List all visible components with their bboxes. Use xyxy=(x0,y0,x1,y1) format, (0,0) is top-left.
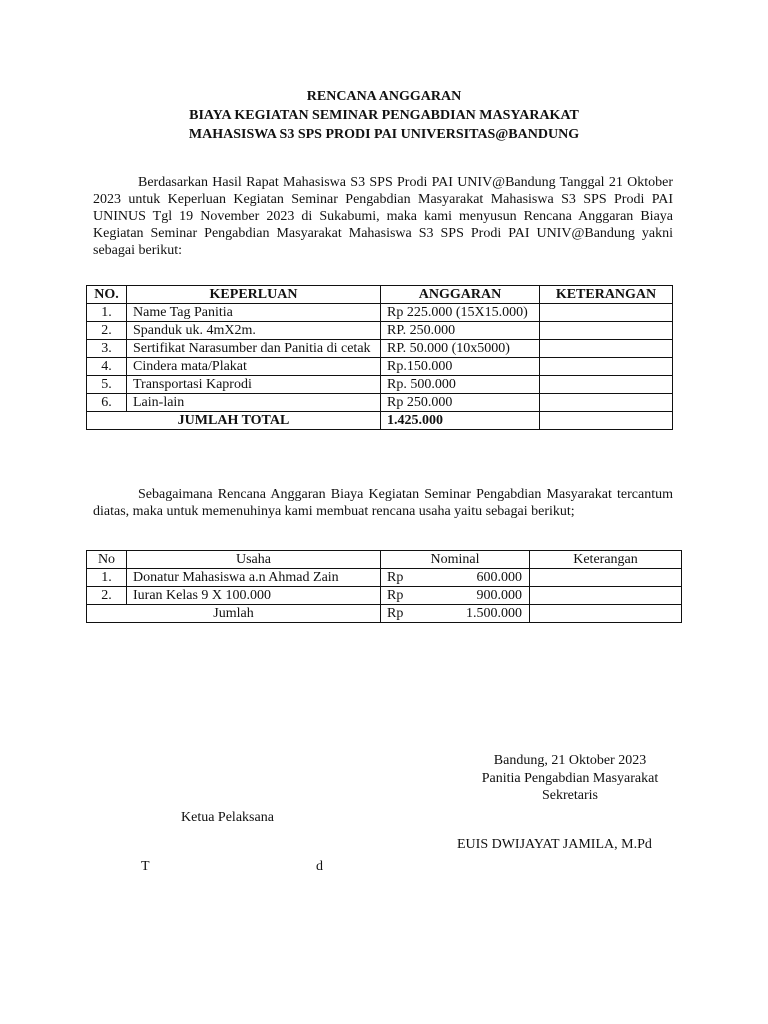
budget-row-amount: Rp 250.000 xyxy=(381,394,540,412)
funding-row-amount: 900.000 xyxy=(476,588,522,603)
funding-header-row xyxy=(87,551,682,569)
budget-body xyxy=(87,304,673,412)
table-row xyxy=(87,358,673,376)
budget-row-item: Sertifikat Narasumber dan Panitia di cetak xyxy=(127,340,381,358)
signature-fragment-left: T xyxy=(141,859,150,874)
table-row xyxy=(87,340,673,358)
budget-row-note xyxy=(540,376,673,394)
table-row xyxy=(87,376,673,394)
funding-body xyxy=(87,569,682,605)
budget-row-amount: RP. 50.000 (10x5000) xyxy=(381,340,540,358)
budget-row-amount: RP. 250.000 xyxy=(381,322,540,340)
budget-total-row xyxy=(87,412,673,430)
funding-row-item: Iuran Kelas 9 X 100.000 xyxy=(127,587,381,605)
budget-row-item: Transportasi Kaprodi xyxy=(127,376,381,394)
signature-place-date: Bandung, 21 Oktober 2023 xyxy=(493,753,647,768)
signature-committee: Panitia Pengabdian Masyarakat xyxy=(481,771,659,786)
table-row xyxy=(87,569,682,587)
budget-row-amount: Rp.150.000 xyxy=(381,358,540,376)
budget-header-item: KEPERLUAN xyxy=(127,286,381,304)
budget-row-note xyxy=(540,340,673,358)
budget-row-no: 3. xyxy=(87,340,127,358)
budget-row-note xyxy=(540,322,673,340)
funding-header-amount: Nominal xyxy=(381,551,530,569)
funding-row-currency: Rp xyxy=(387,570,404,585)
second-paragraph xyxy=(93,486,673,520)
budget-header-no: NO. xyxy=(87,286,127,304)
second-paragraph-text: Sebagaimana Rencana Anggaran Biaya Kegiatan Seminar Pengabdian Masyarakat tercantum diatas, maka untuk memenuhinya kami membuat rencana usaha yaitu sebagai berikut; xyxy=(93,487,673,519)
funding-row-currency: Rp xyxy=(387,588,404,603)
funding-header-no: No xyxy=(87,551,127,569)
budget-row-item: Spanduk uk. 4mX2m. xyxy=(127,322,381,340)
budget-total-note xyxy=(540,412,673,430)
funding-row-note xyxy=(530,569,682,587)
funding-total-amount: 1.500.000 xyxy=(466,606,522,621)
budget-row-item: Cindera mata/Plakat xyxy=(127,358,381,376)
funding-row-no: 2. xyxy=(87,587,127,605)
funding-total-row xyxy=(87,605,682,623)
funding-header-note: Keterangan xyxy=(530,551,682,569)
budget-row-item: Name Tag Panitia xyxy=(127,304,381,322)
budget-header-amount: ANGGARAN xyxy=(381,286,540,304)
funding-total-currency: Rp xyxy=(387,606,404,621)
budget-row-note xyxy=(540,304,673,322)
budget-row-amount: Rp. 500.000 xyxy=(381,376,540,394)
budget-row-no: 6. xyxy=(87,394,127,412)
funding-row-note xyxy=(530,587,682,605)
budget-total-label: JUMLAH TOTAL xyxy=(87,412,381,430)
signature-name-right: EUIS DWIJAYAT JAMILA, M.Pd xyxy=(457,837,652,852)
table-row xyxy=(87,394,673,412)
budget-row-no: 1. xyxy=(87,304,127,322)
table-row xyxy=(87,304,673,322)
budget-table xyxy=(86,285,673,430)
funding-total-note xyxy=(530,605,682,623)
intro-text: Berdasarkan Hasil Rapat Mahasiswa S3 SPS Prodi PAI UNIV@Bandung Tanggal 21 Oktober 2023 untuk Keperluan Kegiatan Seminar Pengabdian Masyarakat Mahasiswa S3 SPS Prodi PAI UNINUS Tgl 19 November 2023 di Sukabumi, maka kami menyusun Rencana Anggaran Biaya Kegiatan Seminar Pengabdian Masyarakat Mahasiswa S3 SPS Prodi PAI UNIV@Bandung yakni sebagai berikut: xyxy=(93,175,673,258)
doc-title-line1: RENCANA ANGGARAN xyxy=(306,89,462,104)
budget-header-row xyxy=(87,286,673,304)
funding-total-nominal xyxy=(381,605,530,623)
budget-row-no: 2. xyxy=(87,322,127,340)
funding-table xyxy=(86,550,682,623)
signature-fragment-mid: d xyxy=(316,859,323,874)
budget-row-item: Lain-lain xyxy=(127,394,381,412)
signature-role-right: Sekretaris xyxy=(542,788,598,803)
doc-title-line3: MAHASISWA S3 SPS PRODI PAI UNIVERSITAS@BANDUNG xyxy=(188,127,580,142)
budget-row-note xyxy=(540,394,673,412)
table-row xyxy=(87,587,682,605)
funding-header-item: Usaha xyxy=(127,551,381,569)
funding-row-item: Donatur Mahasiswa a.n Ahmad Zain xyxy=(127,569,381,587)
signature-role-left: Ketua Pelaksana xyxy=(181,810,274,825)
budget-header-note: KETERANGAN xyxy=(540,286,673,304)
table-row xyxy=(87,322,673,340)
budget-row-no: 5. xyxy=(87,376,127,394)
budget-total-value: 1.425.000 xyxy=(381,412,540,430)
funding-row-nominal xyxy=(381,569,530,587)
budget-row-note xyxy=(540,358,673,376)
funding-total-label: Jumlah xyxy=(87,605,381,623)
funding-row-nominal xyxy=(381,587,530,605)
budget-row-no: 4. xyxy=(87,358,127,376)
funding-row-no: 1. xyxy=(87,569,127,587)
doc-title-line2: BIAYA KEGIATAN SEMINAR PENGABDIAN MASYARAKAT xyxy=(189,108,579,123)
budget-row-amount: Rp 225.000 (15X15.000) xyxy=(381,304,540,322)
intro-paragraph xyxy=(93,174,673,259)
funding-row-amount: 600.000 xyxy=(476,570,522,585)
